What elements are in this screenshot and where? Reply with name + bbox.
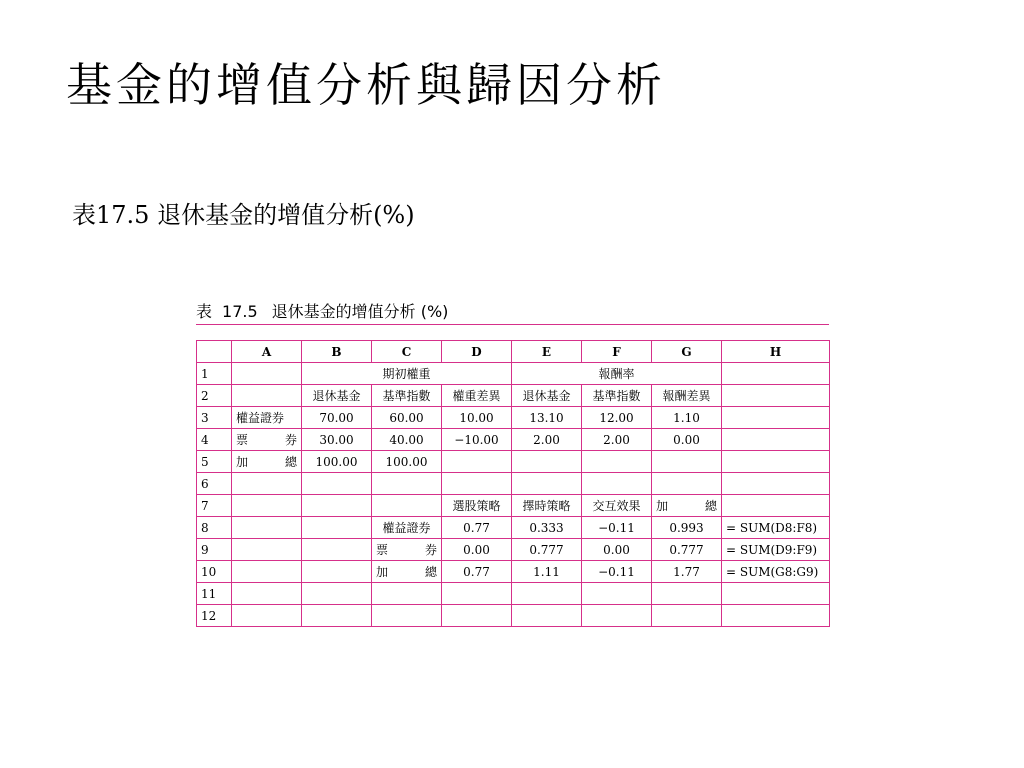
caption-title: 退休基金的增值分析 (%) <box>271 302 449 321</box>
table-cell: 基準指數 <box>582 385 652 407</box>
table-cell <box>442 583 512 605</box>
table-cell: 擇時策略 <box>512 495 582 517</box>
table-cell: 票 券 <box>232 429 302 451</box>
table-cell: 權重差異 <box>442 385 512 407</box>
row-number: 4 <box>197 429 232 451</box>
table-row <box>197 495 830 517</box>
table-cell <box>722 407 830 429</box>
table-cell: 0.993 <box>652 517 722 539</box>
table-cell: = SUM(G8:G9) <box>722 561 830 583</box>
table-cell <box>232 605 302 627</box>
table-cell: 選股策略 <box>442 495 512 517</box>
group-header-initial-weight: 期初權重 <box>302 363 512 385</box>
table-cell: 2.00 <box>582 429 652 451</box>
table-cell: 2.00 <box>512 429 582 451</box>
table-row <box>197 407 830 429</box>
table-cell: 加 總 <box>232 451 302 473</box>
table-cell: 13.10 <box>512 407 582 429</box>
table-cell <box>232 363 302 385</box>
table-cell <box>442 605 512 627</box>
table-cell: 10.00 <box>442 407 512 429</box>
table-cell: 0.00 <box>582 539 652 561</box>
slide-subtitle: 表17.5 退休基金的增值分析(%) <box>72 201 415 229</box>
table-cell <box>302 583 372 605</box>
column-header: F <box>582 341 652 363</box>
table-cell <box>722 451 830 473</box>
table-cell <box>722 429 830 451</box>
table-row <box>197 517 830 539</box>
table-cell: 70.00 <box>302 407 372 429</box>
table-cell <box>442 473 512 495</box>
row-number: 12 <box>197 605 232 627</box>
column-header: C <box>372 341 442 363</box>
table-cell <box>722 583 830 605</box>
column-header: G <box>652 341 722 363</box>
table-cell <box>512 451 582 473</box>
row-number: 8 <box>197 517 232 539</box>
table-cell: 加 總 <box>372 561 442 583</box>
column-header-row <box>197 341 830 363</box>
column-header: B <box>302 341 372 363</box>
table-cell: 交互效果 <box>582 495 652 517</box>
table-cell <box>582 583 652 605</box>
table-cell: 權益證券 <box>232 407 302 429</box>
table-cell: 0.77 <box>442 561 512 583</box>
table-cell: −10.00 <box>442 429 512 451</box>
table-cell <box>722 495 830 517</box>
table-cell: = SUM(D9:F9) <box>722 539 830 561</box>
table-row <box>197 561 830 583</box>
table-cell <box>372 495 442 517</box>
table-cell: 40.00 <box>372 429 442 451</box>
row-number: 7 <box>197 495 232 517</box>
table-cell: 報酬差異 <box>652 385 722 407</box>
row-number: 1 <box>197 363 232 385</box>
table-cell <box>302 495 372 517</box>
table-cell <box>442 451 512 473</box>
table-cell: 0.77 <box>442 517 512 539</box>
table-cell <box>512 473 582 495</box>
table-cell <box>512 605 582 627</box>
table-row <box>197 385 830 407</box>
table-cell <box>722 473 830 495</box>
table-cell: −0.11 <box>582 561 652 583</box>
column-header <box>197 341 232 363</box>
slide-title: 基金的增值分析與歸因分析 <box>66 58 666 112</box>
table-cell: 加 總 <box>652 495 722 517</box>
table-cell <box>372 605 442 627</box>
table-cell: 0.00 <box>442 539 512 561</box>
table-cell: 60.00 <box>372 407 442 429</box>
table-cell <box>232 517 302 539</box>
group-header-return-rate: 報酬率 <box>512 363 722 385</box>
table-cell: 權益證券 <box>372 517 442 539</box>
table-row <box>197 583 830 605</box>
table-cell <box>302 539 372 561</box>
row-number: 9 <box>197 539 232 561</box>
table-row <box>197 605 830 627</box>
table-cell <box>302 473 372 495</box>
table-cell <box>722 363 830 385</box>
figure-caption <box>196 302 829 325</box>
table-cell: 1.10 <box>652 407 722 429</box>
table-cell: = SUM(D8:F8) <box>722 517 830 539</box>
table-cell <box>722 605 830 627</box>
table-cell: 基準指數 <box>372 385 442 407</box>
table-cell <box>232 539 302 561</box>
table-cell: 100.00 <box>302 451 372 473</box>
table-cell <box>582 451 652 473</box>
table-cell: 票 券 <box>372 539 442 561</box>
row-number: 10 <box>197 561 232 583</box>
table-row <box>197 539 830 561</box>
table-cell <box>652 605 722 627</box>
table-cell: 12.00 <box>582 407 652 429</box>
spreadsheet-table <box>196 340 830 627</box>
table-row <box>197 363 830 385</box>
table-cell <box>372 473 442 495</box>
table-cell <box>652 583 722 605</box>
column-header: A <box>232 341 302 363</box>
table-row <box>197 429 830 451</box>
table-cell: 0.333 <box>512 517 582 539</box>
table-cell: 1.11 <box>512 561 582 583</box>
table-cell <box>302 561 372 583</box>
table-figure <box>196 302 829 627</box>
row-number: 11 <box>197 583 232 605</box>
table-cell <box>232 583 302 605</box>
table-cell: 30.00 <box>302 429 372 451</box>
table-cell: 0.00 <box>652 429 722 451</box>
column-header: E <box>512 341 582 363</box>
table-cell <box>232 561 302 583</box>
column-header: D <box>442 341 512 363</box>
table-cell: 退休基金 <box>302 385 372 407</box>
table-cell <box>302 605 372 627</box>
table-cell: −0.11 <box>582 517 652 539</box>
table-cell: 1.77 <box>652 561 722 583</box>
table-cell <box>582 473 652 495</box>
table-cell <box>302 517 372 539</box>
table-cell <box>582 605 652 627</box>
table-cell: 100.00 <box>372 451 442 473</box>
row-number: 5 <box>197 451 232 473</box>
table-cell <box>512 583 582 605</box>
table-cell: 0.777 <box>512 539 582 561</box>
caption-number: 17.5 <box>222 302 258 321</box>
table-cell: 0.777 <box>652 539 722 561</box>
table-row <box>197 473 830 495</box>
caption-prefix: 表 <box>196 302 213 321</box>
table-cell <box>652 473 722 495</box>
column-header: H <box>722 341 830 363</box>
table-cell <box>232 495 302 517</box>
table-row <box>197 451 830 473</box>
row-number: 2 <box>197 385 232 407</box>
row-number: 3 <box>197 407 232 429</box>
table-cell <box>722 385 830 407</box>
row-number: 6 <box>197 473 232 495</box>
table-cell <box>652 451 722 473</box>
table-cell <box>232 385 302 407</box>
table-cell: 退休基金 <box>512 385 582 407</box>
table-cell <box>372 583 442 605</box>
table-cell <box>232 473 302 495</box>
